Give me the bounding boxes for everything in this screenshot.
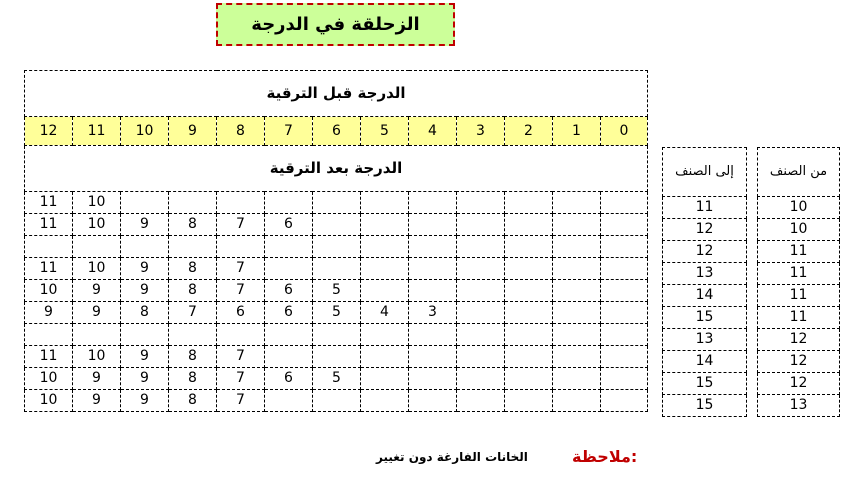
table-row — [25, 258, 648, 280]
page-title: الزحلقة في الدرجة — [216, 3, 455, 46]
table-row — [25, 346, 648, 368]
to-class-cell: 12 — [663, 219, 747, 241]
grade-cell: 4 — [409, 117, 457, 146]
from-class-cell: 12 — [758, 329, 840, 351]
grade-after-cell — [361, 280, 409, 302]
from-class-cell: 10 — [758, 197, 840, 219]
table-row — [758, 263, 840, 285]
grade-after-cell — [409, 324, 457, 346]
grade-after-cell — [265, 236, 313, 258]
grade-after-cell — [553, 280, 601, 302]
grade-after-cell — [265, 192, 313, 214]
grade-after-cell — [73, 324, 121, 346]
before-promotion-header: الدرجة قبل الترقية — [25, 71, 648, 117]
grade-after-cell — [25, 236, 73, 258]
grade-after-cell — [601, 258, 648, 280]
grade-after-cell — [553, 302, 601, 324]
grade-after-cell — [553, 390, 601, 412]
grade-after-cell — [265, 258, 313, 280]
table-row — [758, 241, 840, 263]
grade-after-cell: 8 — [169, 258, 217, 280]
grade-after-cell — [361, 214, 409, 236]
grade-after-cell — [25, 324, 73, 346]
grade-after-cell — [121, 192, 169, 214]
grade-after-cell — [505, 324, 553, 346]
grade-after-cell — [457, 346, 505, 368]
grade-after-cell: 7 — [217, 368, 265, 390]
grade-after-cell — [457, 368, 505, 390]
to-class-cell: 15 — [663, 395, 747, 417]
grade-after-cell — [409, 236, 457, 258]
from-class-cell: 13 — [758, 395, 840, 417]
after-header-row — [25, 146, 648, 192]
table-row — [25, 368, 648, 390]
grade-after-cell — [505, 192, 553, 214]
grade-after-cell — [361, 192, 409, 214]
grade-after-cell — [457, 302, 505, 324]
from-class-cell: 11 — [758, 285, 840, 307]
grade-after-cell: 7 — [217, 258, 265, 280]
grade-after-cell — [361, 258, 409, 280]
grade-after-cell: 3 — [409, 302, 457, 324]
grade-after-cell — [361, 368, 409, 390]
table-row — [25, 390, 648, 412]
from-class-cell: 11 — [758, 263, 840, 285]
grade-after-cell — [409, 346, 457, 368]
grade-after-cell — [505, 236, 553, 258]
grade-after-cell — [457, 280, 505, 302]
to-class-cell: 13 — [663, 263, 747, 285]
grade-after-cell — [601, 236, 648, 258]
grade-after-cell: 5 — [313, 302, 361, 324]
grade-after-cell: 11 — [25, 192, 73, 214]
grade-after-cell: 10 — [25, 390, 73, 412]
grade-after-cell — [313, 236, 361, 258]
table-row — [25, 280, 648, 302]
grade-after-cell — [505, 258, 553, 280]
after-promotion-header: الدرجة بعد الترقية — [25, 146, 648, 192]
grade-after-cell — [73, 236, 121, 258]
table-row — [663, 307, 747, 329]
table-row — [663, 263, 747, 285]
grade-after-cell — [505, 302, 553, 324]
grade-after-cell — [457, 192, 505, 214]
grade-after-cell — [409, 368, 457, 390]
table-row — [663, 395, 747, 417]
grade-after-cell — [457, 324, 505, 346]
grade-after-cell — [265, 346, 313, 368]
grade-after-cell: 7 — [217, 346, 265, 368]
grade-after-cell: 9 — [121, 280, 169, 302]
grade-after-cell: 6 — [217, 302, 265, 324]
grade-after-cell — [361, 346, 409, 368]
grade-after-cell — [217, 192, 265, 214]
grade-cell: 5 — [361, 117, 409, 146]
grade-after-cell — [457, 258, 505, 280]
grade-after-cell — [313, 258, 361, 280]
grade-after-cell — [313, 390, 361, 412]
grade-cell: 11 — [73, 117, 121, 146]
grade-after-cell — [217, 324, 265, 346]
grade-after-cell: 8 — [169, 368, 217, 390]
grade-after-cell: 6 — [265, 302, 313, 324]
table-row — [758, 285, 840, 307]
grade-cell: 2 — [505, 117, 553, 146]
grade-after-cell: 9 — [121, 258, 169, 280]
grade-after-cell: 7 — [169, 302, 217, 324]
grade-after-cell — [505, 214, 553, 236]
grade-after-cell: 10 — [73, 214, 121, 236]
grade-after-cell — [361, 390, 409, 412]
from-class-cell: 12 — [758, 351, 840, 373]
grade-after-cell — [553, 368, 601, 390]
grade-after-cell — [217, 236, 265, 258]
grade-cell: 9 — [169, 117, 217, 146]
table-row — [758, 329, 840, 351]
grade-after-cell — [457, 236, 505, 258]
grade-after-cell — [601, 214, 648, 236]
grade-after-cell — [505, 368, 553, 390]
grade-after-cell: 9 — [121, 214, 169, 236]
table-row — [663, 241, 747, 263]
grade-after-cell — [169, 324, 217, 346]
grade-after-cell: 11 — [25, 214, 73, 236]
grade-after-cell: 5 — [313, 368, 361, 390]
table-row — [663, 351, 747, 373]
grade-after-cell — [457, 214, 505, 236]
to-class-cell: 15 — [663, 307, 747, 329]
grade-after-cell: 9 — [73, 390, 121, 412]
grade-number-row — [25, 117, 648, 146]
grade-after-cell — [121, 236, 169, 258]
grade-after-cell — [505, 390, 553, 412]
to-class-table — [662, 147, 747, 417]
grade-after-cell — [313, 192, 361, 214]
to-class-cell: 14 — [663, 351, 747, 373]
grade-after-cell: 6 — [265, 368, 313, 390]
table-row — [758, 219, 840, 241]
grade-after-cell: 4 — [361, 302, 409, 324]
grade-after-cell — [553, 258, 601, 280]
grade-after-cell — [601, 302, 648, 324]
grade-after-cell: 11 — [25, 346, 73, 368]
grade-after-cell: 10 — [25, 368, 73, 390]
from-class-header: من الصنف — [758, 148, 840, 197]
grade-after-cell: 10 — [25, 280, 73, 302]
to-class-cell: 15 — [663, 373, 747, 395]
grade-cell: 8 — [217, 117, 265, 146]
grade-after-cell — [409, 390, 457, 412]
grade-after-cell — [553, 214, 601, 236]
grade-cell: 7 — [265, 117, 313, 146]
grade-after-cell — [601, 280, 648, 302]
from-class-cell: 12 — [758, 373, 840, 395]
grade-after-cell: 6 — [265, 280, 313, 302]
grade-after-cell: 8 — [169, 214, 217, 236]
grade-after-cell — [169, 236, 217, 258]
grade-after-cell: 10 — [73, 192, 121, 214]
table-row — [25, 214, 648, 236]
grade-cell: 1 — [553, 117, 601, 146]
from-class-cell: 11 — [758, 241, 840, 263]
grade-after-cell — [553, 236, 601, 258]
from-class-table — [757, 147, 840, 417]
grade-after-cell — [601, 192, 648, 214]
table-row — [25, 324, 648, 346]
table-row — [758, 197, 840, 219]
note-text: الخانات الفارغة دون تغيير — [376, 450, 528, 464]
grade-after-cell — [361, 236, 409, 258]
grade-after-cell — [553, 192, 601, 214]
grade-after-cell: 9 — [73, 368, 121, 390]
grade-after-cell — [409, 214, 457, 236]
to-class-cell: 11 — [663, 197, 747, 219]
before-header-row — [25, 71, 648, 117]
table-row — [663, 219, 747, 241]
grade-cell: 12 — [25, 117, 73, 146]
grade-after-cell — [313, 324, 361, 346]
to-class-cell: 12 — [663, 241, 747, 263]
table-row — [25, 192, 648, 214]
grade-after-cell: 8 — [169, 280, 217, 302]
table-row — [663, 197, 747, 219]
grade-after-cell — [361, 324, 409, 346]
grade-after-cell — [313, 346, 361, 368]
table-row — [663, 373, 747, 395]
grade-after-cell: 7 — [217, 280, 265, 302]
grade-after-cell: 8 — [169, 346, 217, 368]
from-class-cell: 11 — [758, 307, 840, 329]
grade-after-cell: 7 — [217, 214, 265, 236]
grade-after-cell: 6 — [265, 214, 313, 236]
grade-after-cell — [601, 390, 648, 412]
grade-after-cell: 10 — [73, 258, 121, 280]
grade-after-cell — [601, 368, 648, 390]
grade-after-cell — [409, 280, 457, 302]
grade-after-cell: 9 — [121, 346, 169, 368]
grade-after-cell: 9 — [73, 302, 121, 324]
grade-after-cell: 10 — [73, 346, 121, 368]
grade-after-cell — [553, 324, 601, 346]
grade-after-cell — [265, 390, 313, 412]
grade-after-cell — [169, 192, 217, 214]
grade-after-cell: 11 — [25, 258, 73, 280]
grade-after-cell — [505, 346, 553, 368]
grade-cell: 3 — [457, 117, 505, 146]
table-row — [758, 395, 840, 417]
grade-after-cell: 9 — [73, 280, 121, 302]
grade-after-cell: 9 — [121, 390, 169, 412]
to-class-cell: 13 — [663, 329, 747, 351]
grade-after-cell: 8 — [169, 390, 217, 412]
grade-cell: 10 — [121, 117, 169, 146]
grade-after-cell — [601, 346, 648, 368]
table-row — [758, 307, 840, 329]
table-row — [758, 373, 840, 395]
table-row — [663, 329, 747, 351]
grade-after-cell — [601, 324, 648, 346]
table-row — [758, 351, 840, 373]
grade-table — [24, 70, 648, 412]
to-class-header: إلى الصنف — [663, 148, 747, 197]
grade-after-cell: 5 — [313, 280, 361, 302]
grade-after-cell — [265, 324, 313, 346]
from-class-cell: 10 — [758, 219, 840, 241]
grade-after-cell: 9 — [25, 302, 73, 324]
grade-after-cell — [553, 346, 601, 368]
grade-after-cell: 7 — [217, 390, 265, 412]
table-row — [663, 285, 747, 307]
grade-after-cell — [121, 324, 169, 346]
grade-after-cell — [313, 214, 361, 236]
grade-cell: 0 — [601, 117, 648, 146]
grade-after-cell — [409, 258, 457, 280]
grade-after-cell — [505, 280, 553, 302]
grade-after-cell — [409, 192, 457, 214]
to-class-cell: 14 — [663, 285, 747, 307]
note-label: ملاحظة: — [572, 447, 638, 466]
table-row — [25, 302, 648, 324]
grade-after-cell: 9 — [121, 368, 169, 390]
table-row — [25, 236, 648, 258]
grade-after-cell: 8 — [121, 302, 169, 324]
grade-cell: 6 — [313, 117, 361, 146]
grade-after-cell — [457, 390, 505, 412]
